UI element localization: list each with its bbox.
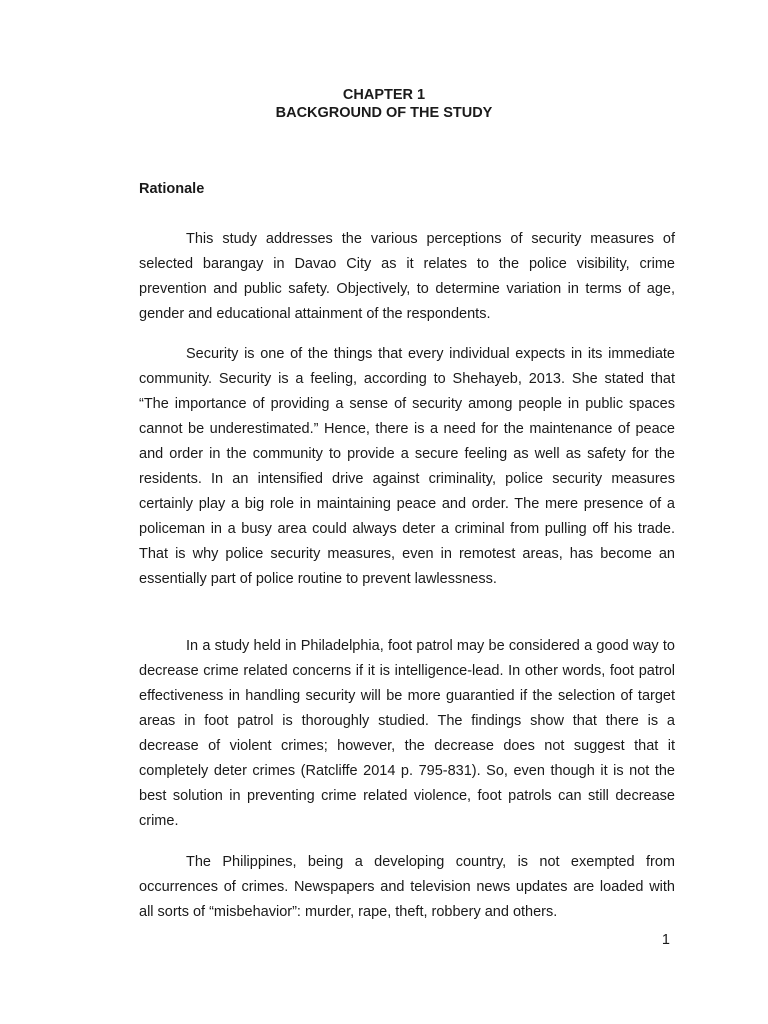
paragraph-2: Security is one of the things that every individual expects in its immediate community. Security is a feeling, according to Shehayeb, 2013. She stated that “The importance of providing a sense of security among people in public spaces cannot be underestimated.” Hence, there is a need for the maintenance of peace and order in the community to provide a secure feeling as well as safety for the residents. In an intensified drive against criminality, police security measures certainly play a big role in maintaining peace and order. The mere presence of a policeman in a busy area could always deter a criminal from pulling off his trade. That is why police security measures, even in remotest areas, has become an essentially part of police routine to prevent lawlessness. — [139, 346, 675, 587]
paragraph-1: This study addresses the various perceptions of security measures of selected barangay in Davao City as it relates to the police visibility, crime prevention and public safety. Objectively, to determine variation in terms of age, gender and educational attainment of the respondents. — [139, 231, 675, 322]
section-heading-rationale: Rationale — [139, 181, 205, 197]
paragraph-3: In a study held in Philadelphia, foot patrol may be considered a good way to decrease crime related concerns if it is intelligence-lead. In other words, foot patrol effectiveness in handling security will be more guarantied if the selection of target areas in foot patrol is thoroughly studied. The findings show that there is a decrease of violent crimes; however, the decrease does not suggest that it completely deter crimes (Ratcliffe 2014 p. 795-831). So, even though it is not the best solution in preventing crime related violence, foot patrols can still decrease crime. — [139, 638, 675, 829]
paragraph-4: The Philippines, being a developing country, is not exempted from occurrences of crimes. Newspapers and television news updates are loaded with all sorts of “misbehavior”: murder, rape, theft, robbery and others. — [139, 854, 675, 920]
chapter-label: CHAPTER 1 — [342, 87, 426, 103]
page-title: BACKGROUND OF THE STUDY — [275, 105, 493, 121]
page-number: 1 — [661, 932, 670, 948]
